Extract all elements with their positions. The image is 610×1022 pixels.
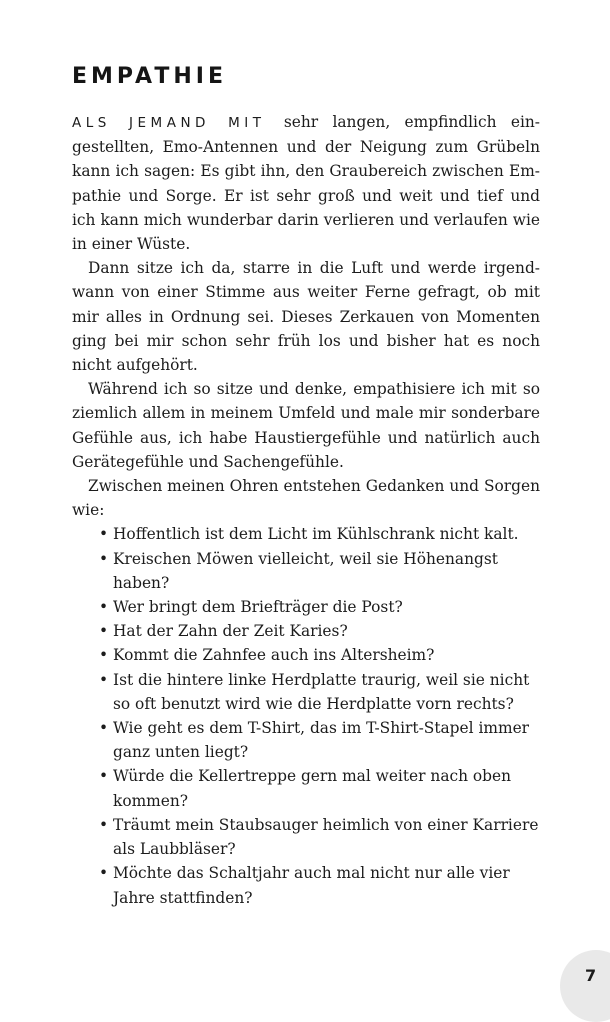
page-number-badge <box>560 950 610 1022</box>
list-item <box>99 547 540 595</box>
question-list <box>72 522 540 909</box>
bullet-icon: • <box>99 549 109 568</box>
paragraph-text: sehr langen, empfindlich eingestellten, Emo-Antennen und der Neigung zum Grübeln kann ich sagen: Es gibt ihn, den Graubereich zwischen Empathie und Sorge. Er ist sehr groß und weit und tief und ich kann mich wunderbar darin verlieren und verlaufen wie in einer Wüste. <box>72 113 540 254</box>
list-item <box>99 522 540 546</box>
bullet-icon: • <box>99 670 109 689</box>
bullet-icon: • <box>99 525 109 544</box>
list-item-text: Träumt mein Staubsauger heimlich von einer Karriere als Laubbläser? <box>113 815 539 859</box>
chapter-body <box>72 110 540 910</box>
list-item-text: Kreischen Möwen vielleicht, weil sie Höhenangst haben? <box>113 549 498 592</box>
list-item-text: Ist die hintere linke Herdplatte traurig, weil sie nicht so oft benutzt wird wie die Herdplatte vorn rechts? <box>113 670 530 713</box>
list-item <box>99 668 540 716</box>
bullet-icon: • <box>99 719 109 738</box>
bullet-icon: • <box>99 646 109 665</box>
list-item-text: Wie geht es dem T-Shirt, das im T-Shirt-Stapel immer ganz unten liegt? <box>113 719 530 762</box>
bullet-icon: • <box>99 622 109 641</box>
list-item-text: Möchte das Schaltjahr auch mal nicht nur alle vier Jahre stattfinden? <box>113 864 510 907</box>
list-item-text: Kommt die Zahnfee auch ins Altersheim? <box>113 646 435 665</box>
list-item-text: Wer bringt dem Briefträger die Post? <box>113 598 403 617</box>
list-item <box>99 595 540 619</box>
paragraph-lead-in: ALS JEMAND MIT <box>72 115 266 131</box>
list-item <box>99 643 540 667</box>
list-item-text: Hoffentlich ist dem Licht im Kühlschrank nicht kalt. <box>113 525 519 544</box>
paragraph-intro <box>72 110 540 256</box>
list-item <box>99 861 540 909</box>
list-item <box>99 813 540 861</box>
bullet-icon: • <box>99 767 109 786</box>
bullet-icon: • <box>99 598 109 617</box>
paragraph: Zwischen meinen Ohren entstehen Gedanken und Sorgen wie: <box>72 477 540 520</box>
paragraph: Während ich so sitze und denke, empathisiere ich mit so ziemlich allem in meinem Umfeld und male mir sonderbare Gefühle aus, ich habe Haustiergefühle und natürlich auch Gerätegefühle und Sachengefühle. <box>72 380 540 471</box>
bullet-icon: • <box>99 815 109 834</box>
list-item <box>99 716 540 764</box>
list-item-text: Hat der Zahn der Zeit Karies? <box>113 622 348 641</box>
list-item <box>99 619 540 643</box>
bullet-icon: • <box>99 864 109 883</box>
list-item <box>99 764 540 812</box>
chapter-title: EMPATHIE <box>72 64 227 89</box>
page-number: 7 <box>585 966 597 985</box>
paragraph: Dann sitze ich da, starre in die Luft und werde irgendwann von einer Stimme aus weiter Ferne gefragt, ob mit mir alles in Ordnung sei. Dieses Zerkauen von Momenten ging bei mir schon sehr früh los und bisher hat es noch nicht aufgehört. <box>72 259 540 375</box>
list-item-text: Würde die Kellertreppe gern mal weiter nach oben kommen? <box>113 767 512 810</box>
